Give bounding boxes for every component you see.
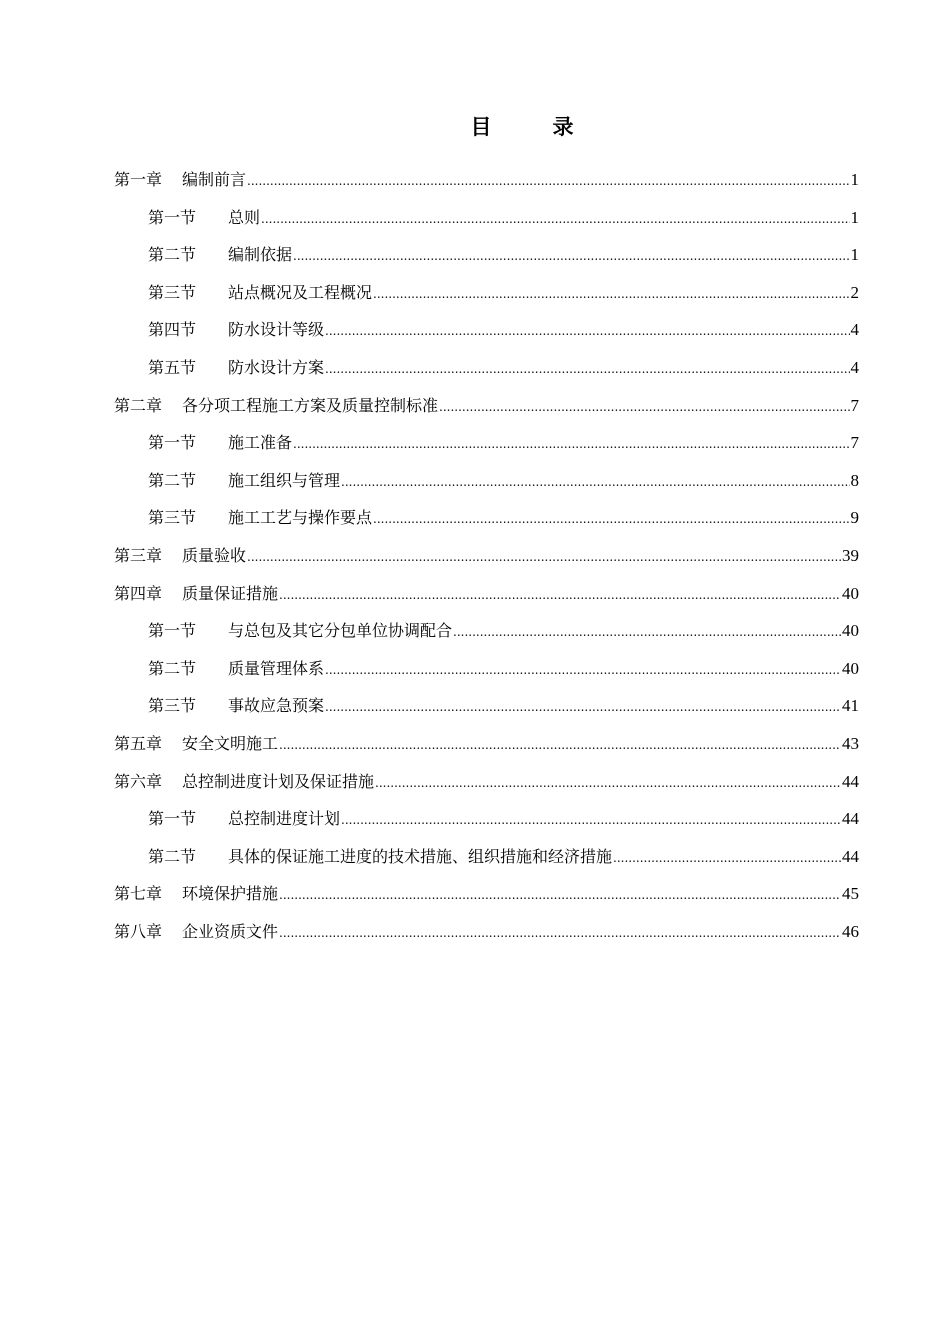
toc-entry-number: 第二节 <box>148 245 197 265</box>
toc-entry-number: 第四章 <box>114 583 163 603</box>
toc-entry-label <box>114 392 438 420</box>
toc-entry-text: 安全文明施工 <box>182 733 279 753</box>
toc-entry-label <box>114 730 278 758</box>
toc-entry-label <box>148 467 340 495</box>
toc-section-entry[interactable] <box>114 467 859 505</box>
toc-entry-number: 第八章 <box>114 921 163 941</box>
toc-entry-number: 第二章 <box>114 395 163 415</box>
toc-page-number: 7 <box>850 395 859 415</box>
toc-entry-number: 第二节 <box>148 658 197 678</box>
toc-page-number: 1 <box>850 207 859 227</box>
toc-entry-number: 第二节 <box>148 846 197 866</box>
toc-entry-number: 第三节 <box>148 282 197 302</box>
toc-entry-text: 施工工艺与操作要点 <box>228 508 373 528</box>
toc-entry-number: 第四节 <box>148 320 197 340</box>
toc-chapter-entry[interactable] <box>114 768 859 806</box>
toc-entry-label <box>114 880 278 908</box>
toc-dot-leader <box>247 542 841 571</box>
toc-entry-number: 第三节 <box>148 696 197 716</box>
toc-entry-label <box>148 241 292 269</box>
toc-section-entry[interactable] <box>114 316 859 354</box>
toc-entry-label <box>148 279 372 307</box>
toc-entry-number: 第一节 <box>148 809 197 829</box>
toc-section-entry[interactable] <box>114 204 859 242</box>
toc-section-entry[interactable] <box>114 655 859 693</box>
toc-entry-number: 第三节 <box>148 508 197 528</box>
toc-chapter-entry[interactable] <box>114 880 859 918</box>
toc-entry-text: 编制前言 <box>182 170 247 189</box>
toc-section-entry[interactable] <box>114 429 859 467</box>
toc-entry-number: 第一节 <box>148 207 197 227</box>
toc-entry-number: 第五节 <box>148 357 197 377</box>
toc-section-entry[interactable] <box>114 354 859 392</box>
toc-chapter-entry[interactable] <box>114 542 859 580</box>
toc-entry-label <box>148 504 372 532</box>
toc-entry-label <box>148 843 612 871</box>
toc-page-number: 2 <box>850 282 859 302</box>
toc-dot-leader <box>325 354 849 383</box>
toc-entry-text: 具体的保证施工进度的技术措施、组织措施和经济措施 <box>228 846 613 866</box>
toc-page-number: 9 <box>850 508 859 528</box>
toc-section-entry[interactable] <box>114 805 859 843</box>
toc-section-entry[interactable] <box>114 504 859 542</box>
toc-entry-text: 总控制进度计划 <box>228 809 341 829</box>
toc-page-number: 44 <box>842 809 859 829</box>
toc-dot-leader <box>373 504 849 533</box>
toc-entry-label <box>148 204 260 232</box>
toc-section-entry[interactable] <box>114 241 859 279</box>
toc-page-number: 45 <box>842 884 859 904</box>
toc-entry-text: 企业资质文件 <box>182 921 279 941</box>
toc-dot-leader <box>279 580 841 609</box>
toc-page-number: 4 <box>850 320 859 340</box>
toc-section-entry[interactable] <box>114 279 859 317</box>
toc-entry-number: 第五章 <box>114 733 163 753</box>
toc-entry-text: 质量保证措施 <box>182 583 279 603</box>
toc-section-entry[interactable] <box>114 692 859 730</box>
toc-entry-label <box>114 542 246 570</box>
toc-entry-number: 第六章 <box>114 771 163 791</box>
toc-entry-number: 第七章 <box>114 884 163 904</box>
toc-entry-label <box>148 617 452 645</box>
toc-dot-leader <box>341 805 841 834</box>
toc-entry-text: 编制依据 <box>228 245 293 265</box>
toc-chapter-entry[interactable] <box>114 392 859 430</box>
toc-entry-text: 防水设计等级 <box>228 320 325 340</box>
toc-page-number: 1 <box>850 170 859 189</box>
toc-entry-label <box>148 354 324 382</box>
toc-entry-label <box>114 166 246 194</box>
toc-dot-leader <box>325 316 849 345</box>
toc-page-number: 44 <box>842 771 859 791</box>
toc-dot-leader <box>325 692 841 721</box>
toc-dot-leader <box>279 880 841 909</box>
toc-entry-text: 施工组织与管理 <box>228 470 341 490</box>
toc-entry-text: 防水设计方案 <box>228 357 325 377</box>
page-title: 目 录 <box>470 114 594 139</box>
toc-entry-label <box>148 692 324 720</box>
toc-entry-text: 与总包及其它分包单位协调配合 <box>228 621 453 641</box>
toc-entry-label <box>114 918 278 946</box>
toc-dot-leader <box>279 730 841 759</box>
toc-chapter-entry[interactable] <box>114 730 859 768</box>
toc-entry-number: 第一节 <box>148 433 197 453</box>
toc-page-number: 41 <box>842 696 859 716</box>
toc-entry-text: 站点概况及工程概况 <box>228 282 373 302</box>
toc-dot-leader <box>293 429 849 458</box>
toc-page-number: 4 <box>850 357 859 377</box>
toc-chapter-entry[interactable] <box>114 580 859 618</box>
toc-entry-label <box>114 768 374 796</box>
toc-dot-leader <box>247 166 849 195</box>
toc-page-number: 46 <box>842 921 859 941</box>
toc-page-number: 40 <box>842 583 859 603</box>
toc-entry-text: 各分项工程施工方案及质量控制标准 <box>182 395 439 415</box>
toc-entry-label <box>148 655 324 683</box>
toc-entry-text: 施工准备 <box>228 433 293 453</box>
toc-dot-leader <box>325 655 841 684</box>
toc-entry-label <box>114 580 278 608</box>
toc-page-number: 40 <box>842 621 859 641</box>
toc-page-number: 1 <box>850 245 859 265</box>
toc-entry-text: 质量管理体系 <box>228 658 325 678</box>
toc-dot-leader <box>439 392 849 421</box>
toc-dot-leader <box>279 918 841 947</box>
toc-dot-leader <box>613 843 841 872</box>
toc-page-number: 7 <box>850 433 859 453</box>
toc-page-number: 40 <box>842 658 859 678</box>
toc-page-number: 43 <box>842 733 859 753</box>
toc-entry-label <box>148 429 292 457</box>
toc-entry-number: 第三章 <box>114 545 163 565</box>
toc-entry-text: 环境保护措施 <box>182 884 279 904</box>
toc-dot-leader <box>375 768 841 797</box>
toc-dot-leader <box>261 204 849 233</box>
table-of-contents <box>114 166 859 955</box>
toc-entry-text: 总控制进度计划及保证措施 <box>182 771 375 791</box>
toc-entry-text: 事故应急预案 <box>228 696 325 716</box>
toc-chapter-entry[interactable] <box>114 166 859 204</box>
toc-chapter-entry[interactable] <box>114 918 859 956</box>
toc-entry-label <box>148 316 324 344</box>
toc-dot-leader <box>293 241 849 270</box>
toc-entry-text: 质量验收 <box>182 545 247 565</box>
toc-dot-leader <box>453 617 841 646</box>
toc-section-entry[interactable] <box>114 617 859 655</box>
toc-entry-number: 第一章 <box>114 170 163 189</box>
toc-section-entry[interactable] <box>114 843 859 881</box>
toc-page-number: 44 <box>842 846 859 866</box>
toc-entry-label <box>148 805 340 833</box>
toc-entry-number: 第一节 <box>148 621 197 641</box>
toc-entry-text: 总则 <box>228 207 261 227</box>
toc-entry-number: 第二节 <box>148 470 197 490</box>
toc-page-number: 8 <box>850 470 859 490</box>
toc-dot-leader <box>341 467 849 496</box>
toc-page-number: 39 <box>842 545 859 565</box>
toc-dot-leader <box>373 279 849 308</box>
